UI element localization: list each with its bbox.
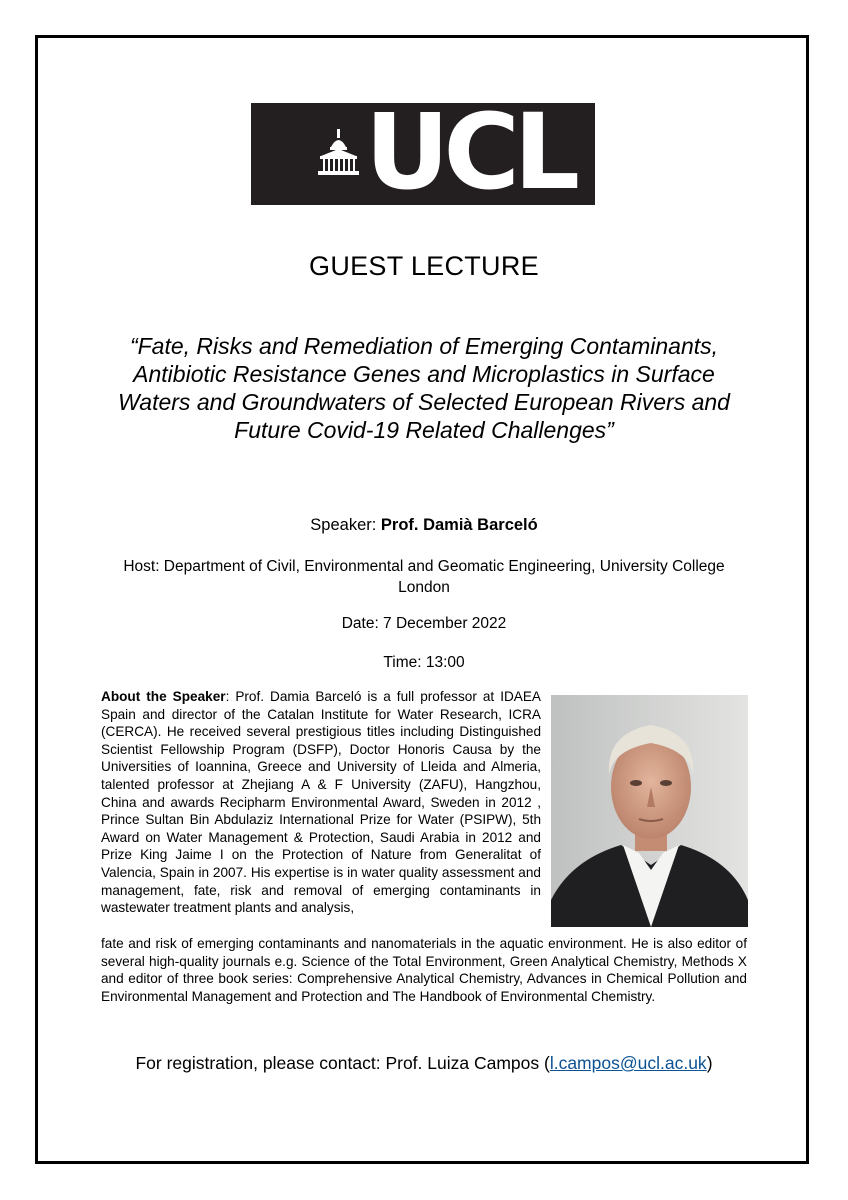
registration-prefix: For registration, please contact: Prof. Luiza Campos ( [135,1053,550,1073]
speaker-name: Prof. Damià Barceló [380,516,538,534]
ucl-logo [251,103,595,205]
speaker-line [0,516,848,535]
time-line: Time: 13:00 [383,654,465,671]
speaker-label: Speaker: [310,516,381,534]
date-line: Date: 7 December 2022 [341,615,507,632]
bio-text-bottom: fate and risk of emerging contaminants and nanomaterials in the aquatic environment. He is also editor of several high-quality journals e.g. Science of the Total Environment, Green Analytical Chemistry, Methods X and editor of three book series: Comprehensive Analytical Chemistry, Advances in Chemical Pollution and Environmental Management and Protection and The Handbook of Environmental Chemistry. [101,936,747,1004]
lecture-title: “Fate, Risks and Remediation of Emerging Contaminants, Antibiotic Resistance Genes and Microplastics in Surface Waters and Groundwaters of Selected European Rivers and Future Covid-19 Related Challenges” [118,333,730,443]
ucl-logo-text: UCL [365,103,575,205]
registration-line [0,1053,848,1074]
speaker-bio [101,688,541,917]
page-title: GUEST LECTURE [309,251,539,281]
contact-email-link[interactable]: l.campos@ucl.ac.uk [549,1053,707,1073]
bio-text-top: : Prof. Damia Barceló is a full professor at IDAEA Spain and director of the Catalan Institute for Water Research, ICRA (CERCA). He received several prestigious titles including Distinguished Scientist Fellowship Program (DSFP), Doctor Honoris Causa by the Universities of Ioannina, Greece and University of Lleida and Almeria, talented professor at Zhejiang A & F University (ZAFU), Hangzhou, China and awards Recipharm Environmental Award, Sweden in 2012 , Prince Sultan Bin Abdulaziz International Prize for Water (PSIPW), 5th Award on Water Management & Protection, Saudi Arabia in 2012 and Prize King Jaime I on the Protection of Nature from Generalitat of Valencia, Spain in 2007. His expertise is in water quality assessment and management, fate, risk and removal of emerging contaminants in wastewater treatment plants and analysis, [101,689,541,916]
host-line: Host: Department of Civil, Environmental and Geomatic Engineering, University College London [123,558,725,596]
about-label: About the Speaker [101,689,226,704]
registration-suffix: ) [706,1053,713,1073]
speaker-photo [551,695,748,927]
